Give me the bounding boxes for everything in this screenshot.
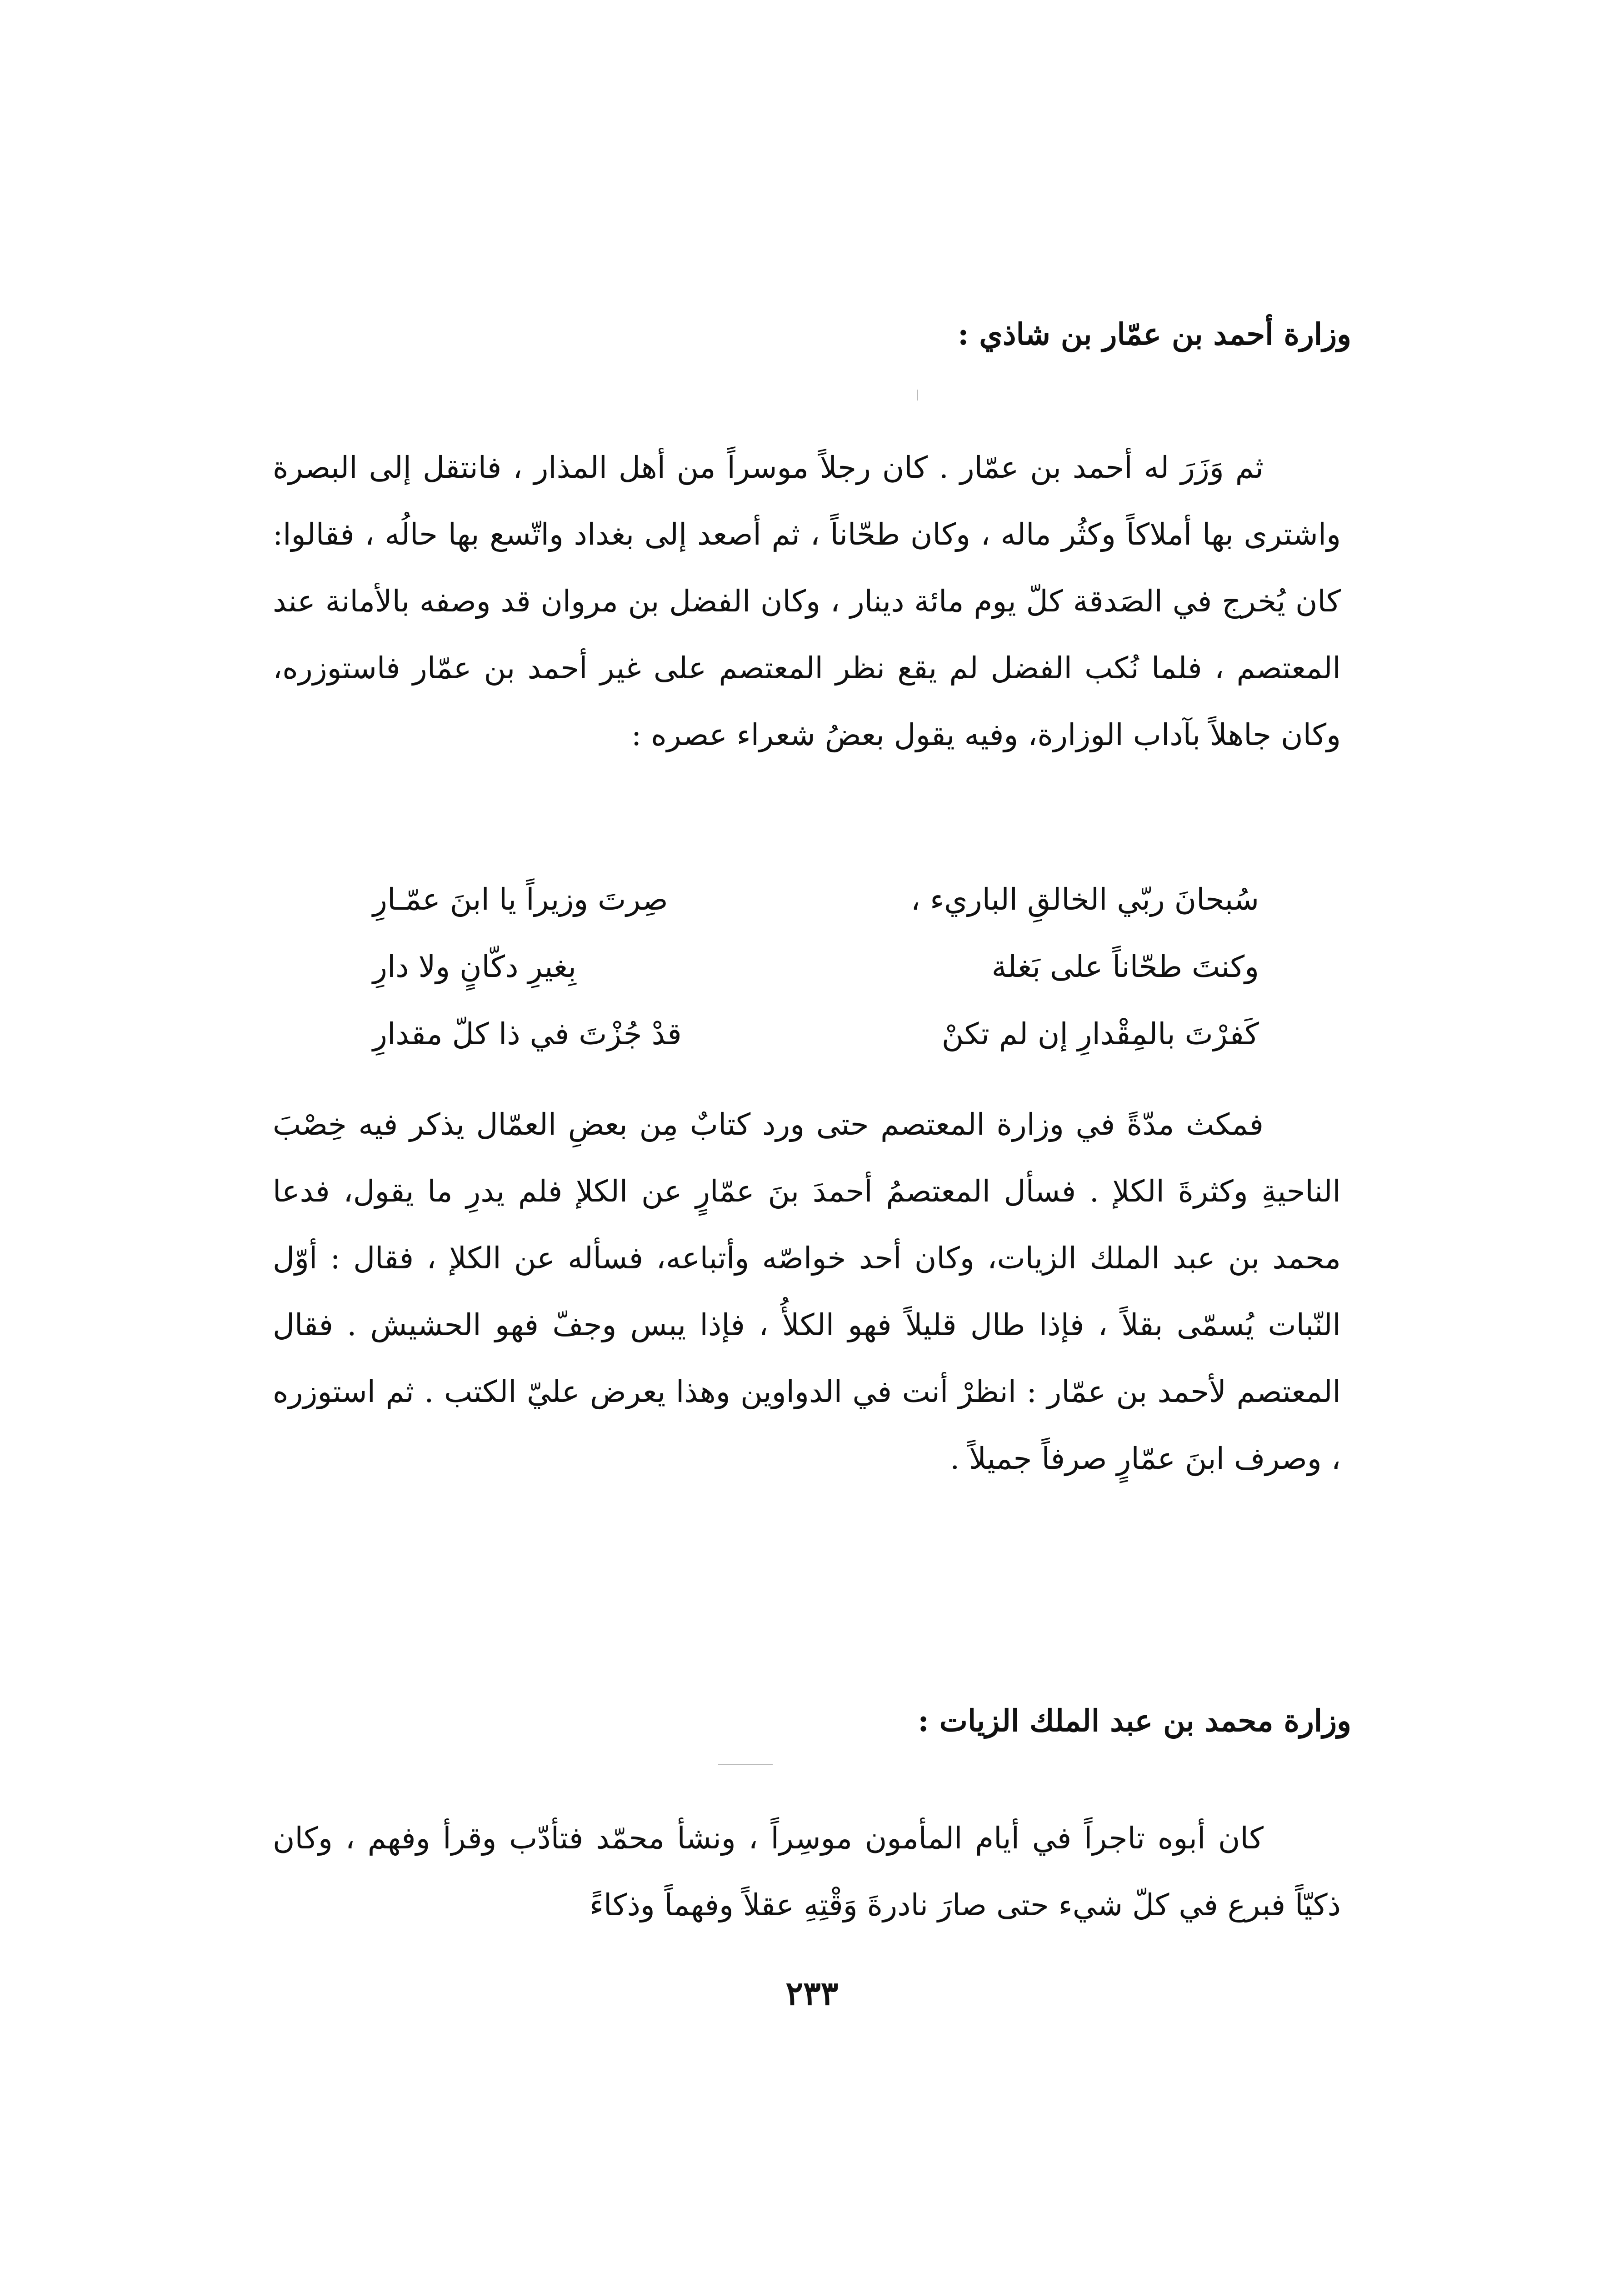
- verse-first-hemistich: كَفرْتَ بالمِقْدارِ إن لم تكنْ: [941, 1016, 1259, 1051]
- paragraph-ibn-al-zayyat-intro: [273, 1805, 1341, 1938]
- paragraph-text: ثم وَزَرَ له أحمد بن عمّار . كان رجلاً موسراً من أهل المذار ، فانتقل إلى البصرة واشترى بها أملاكاً وكثُر ماله ، وكان طحّاناً ، ثم أصعد إلى بغداد واتّسع بها حالُه ، فقالوا: كان يُخرج في الصَدقة كلّ يوم مائة دينار ، وكان الفضل بن مروان قد وصفه بالأمانة عند المعتصم ، فلما نُكب الفضل لم يقع نظر المعتصم على غير أحمد بن عمّار فاستوزره، وكان جاهلاً بآداب الوزارة، وفيه يقول بعضُ شعراء عصره :: [273, 450, 1341, 752]
- paragraph-text: كان أبوه تاجراً في أيام المأمون موسِراً ، ونشأ محمّد فتأدّب وقرأ وفهم ، وكان ذكيّاً فبرع في كلّ شيء حتى صارَ نادرةَ وَقْتِهِ عقلاً وفهماً وذكاءً: [273, 1821, 1341, 1923]
- poem: [373, 866, 1259, 1068]
- poem-verse-2: [373, 933, 1259, 1001]
- paragraph-ahmad-vizierate: [273, 1091, 1341, 1492]
- decorative-mark: [917, 390, 918, 401]
- section-heading-ibn-al-zayyat: وزارة محمد بن عبد الملك الزيات :: [918, 1703, 1351, 1738]
- verse-first-hemistich: وكنتَ طحّاناً على بَغلة: [991, 949, 1259, 984]
- paragraph-text: فمكث مدّةً في وزارة المعتصم حتى ورد كتابٌ مِن بعضِ العمّال يذكر فيه خِصْبَ الناحيةِ وكثرةَ الكلإ . فسأل المعتصمُ أحمدَ بنَ عمّارٍ عن الكلإ فلم يدرِ ما يقول، فدعا محمد بن عبد الملك الزيات، وكان أحد خواصّه وأتباعه، فسأله عن الكلإ ، فقال : أوّل النّبات يُسمّى بقلاً ، فإذا طال قليلاً فهو الكلأُ ، فإذا يبس وجفّ فهو الحشيش . فقال المعتصم لأحمد بن عمّار : انظرْ أنت في الدواوين وهذا يعرض عليّ الكتب . ثم استوزره ، وصرف ابنَ عمّارٍ صرفاً جميلاً .: [273, 1107, 1341, 1476]
- page-number: ٢٣٣: [785, 1974, 839, 2013]
- paragraph-ahmad-intro: [273, 434, 1341, 768]
- decorative-mark: [718, 1764, 773, 1765]
- poem-verse-1: [373, 866, 1259, 933]
- section-heading-ahmad-ibn-ammar: وزارة أحمد بن عمّار بن شاذي :: [958, 316, 1351, 352]
- verse-second-hemistich: قدْ جُزْتَ في ذا كلّ مقدارِ: [373, 1016, 682, 1051]
- verse-second-hemistich: بِغيرِ دكّانٍ ولا دارِ: [373, 949, 576, 984]
- verse-first-hemistich: سُبحانَ ربّي الخالقِ الباريء ،: [910, 882, 1259, 917]
- poem-verse-3: [373, 1001, 1259, 1068]
- verse-second-hemistich: صِرتَ وزيراً يا ابنَ عمّـارِ: [373, 882, 668, 917]
